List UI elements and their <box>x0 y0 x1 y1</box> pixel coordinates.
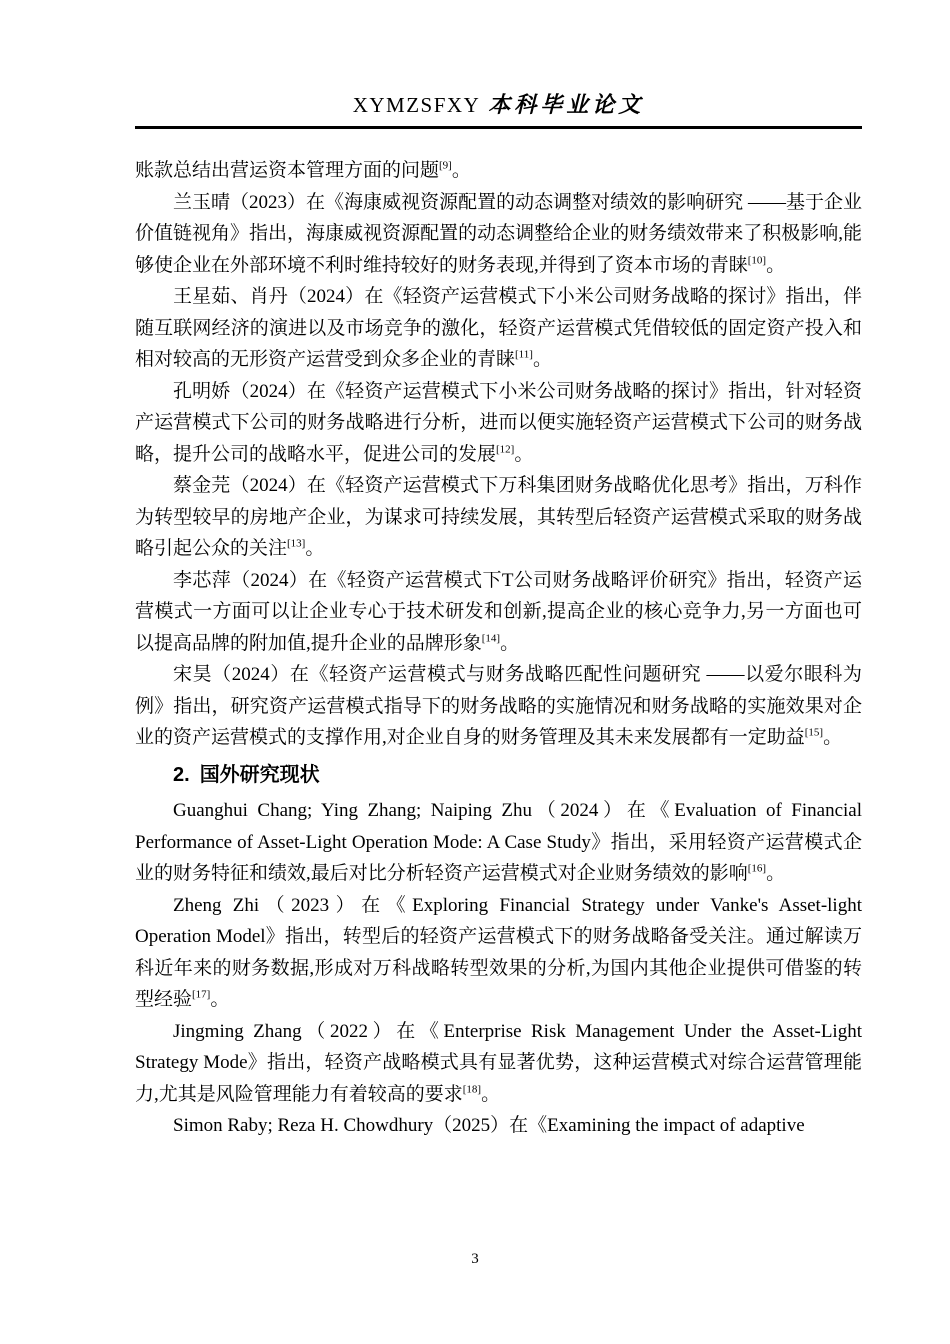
paragraph-text: 宋昊（2024）在《轻资产运营模式与财务战略匹配性问题研究 ——以爱尔眼科为例》指出，研究资产运营模式指导下的财务战略的实施情况和财务战略的实施效果对企业的资产运营模式的支撑作用,对企业自身的财务管理及其未来发展都有一定助益 <box>135 664 862 748</box>
paragraph <box>135 187 862 282</box>
citation-ref: [13] <box>287 537 306 550</box>
citation-ref: [17] <box>192 988 211 1001</box>
citation-ref: [14] <box>481 632 501 645</box>
paragraph-text: 孔明娇（2024）在《轻资产运营模式下小米公司财务战略的探讨》指出，针对轻资产运营模式下公司的财务战略进行分析，进而以便实施轻资产运营模式下公司的财务战略，提升公司的战略水平，促进公司的发展 <box>135 380 862 465</box>
paragraph <box>135 155 862 187</box>
citation-ref: [11] <box>515 348 533 361</box>
page-footer <box>0 1251 950 1268</box>
paragraph-tail: 。 <box>481 1083 501 1105</box>
page-number: 3 <box>471 1251 479 1267</box>
paragraph <box>135 470 862 565</box>
citation-ref: [18] <box>462 1083 482 1096</box>
citation-ref: [12] <box>496 443 515 456</box>
paragraph-tail: 。 <box>823 727 843 748</box>
citation-ref: [15] <box>804 726 824 739</box>
paragraph <box>135 795 862 890</box>
section-heading <box>135 760 862 792</box>
paragraph <box>135 281 862 376</box>
paragraph-tail: 。 <box>766 863 786 884</box>
citation-ref: [9] <box>439 159 452 172</box>
section-number: 2. <box>173 763 190 786</box>
paragraph-text: 兰玉晴（2023）在《海康威视资源配置的动态调整对绩效的影响研究 ——基于企业价值链视角》指出，海康威视资源配置的动态调整给企业的财务绩效带来了积极影响,能够使企业在外部环境不利时维持较好的财务表现,并得到了资本市场的青睐 <box>135 191 862 276</box>
citation-ref: [10] <box>747 254 767 267</box>
paragraph-text: 李芯萍（2024）在《轻资产运营模式下T公司财务战略评价研究》指出，轻资产运营模式一方面可以让企业专心于技术研发和创新,提高企业的核心竞争力,另一方面也可以提高品牌的附加值,提升企业的品牌形象 <box>135 569 862 654</box>
paragraph <box>135 376 862 471</box>
section-title: 国外研究现状 <box>199 763 320 786</box>
paragraph <box>135 1016 862 1111</box>
paragraph-text: Zheng Zhi（2023）在《Exploring Financial Strategy under Vanke's Asset-light Operation Model》指出，转型后的轻资产运营模式下的财务战略备受关注。通过解读万科近年来的财务数据,形成对万科战略转型效果的分析,为国内其他企业提供可借鉴的转型经验 <box>135 894 862 1010</box>
paragraph-tail: 。 <box>500 632 520 654</box>
paragraph <box>135 1110 862 1142</box>
page-content <box>135 0 862 1142</box>
paragraph-text: Simon Raby; Reza H. Chowdhury（2025）在《Examining the impact of adaptive <box>173 1115 805 1136</box>
paragraph-text: Jingming Zhang（2022）在《Enterprise Risk Management Under the Asset-Light Strategy Mode》指出，轻资产战略模式具有显著优势，这种运营模式对综合运营管理能力,尤其是风险管理能力有着较高的要求 <box>135 1020 862 1105</box>
paragraph-tail: 。 <box>766 254 786 276</box>
citation-ref: [16] <box>747 862 767 875</box>
paragraph-tail: 。 <box>210 989 230 1010</box>
header-school-code: XYMZSFXY <box>352 93 481 117</box>
paragraph-text: 王星茹、肖丹（2024）在《轻资产运营模式下小米公司财务战略的探讨》指出，伴随互联网经济的演进以及市场竞争的激化，轻资产运营模式凭借较低的固定资产投入和相对较高的无形资产运营受到众多企业的青睐 <box>135 286 862 370</box>
paragraph-text: 蔡金芫（2024）在《轻资产运营模式下万科集团财务战略优化思考》指出，万科作为转型较早的房地产企业，为谋求可持续发展，其转型后轻资产运营模式采取的财务战略引起公众的关注 <box>135 475 862 559</box>
paragraph-tail: 。 <box>305 538 325 559</box>
paragraph-text: 账款总结出营运资本管理方面的问题 <box>135 160 440 181</box>
paragraph-tail: 。 <box>532 349 552 370</box>
paragraph-tail: 。 <box>514 443 534 465</box>
document-body <box>135 155 862 1142</box>
paragraph <box>135 565 862 660</box>
paragraph-tail: 。 <box>451 160 471 181</box>
header-thesis-title: 本科毕业论文 <box>488 92 645 117</box>
paragraph-text: Guanghui Chang; Ying Zhang; Naiping Zhu（2024）在《Evaluation of Financial Performance of Asset-Light Operation Mode: A Case Study》指出，采用轻资产运营模式企业的财务特征和绩效,最后对比分析轻资产运营模式对企业财务绩效的影响 <box>135 800 862 884</box>
paragraph <box>135 659 862 754</box>
header-divider <box>135 126 862 129</box>
paragraph <box>135 890 862 1016</box>
page-header <box>135 0 862 119</box>
